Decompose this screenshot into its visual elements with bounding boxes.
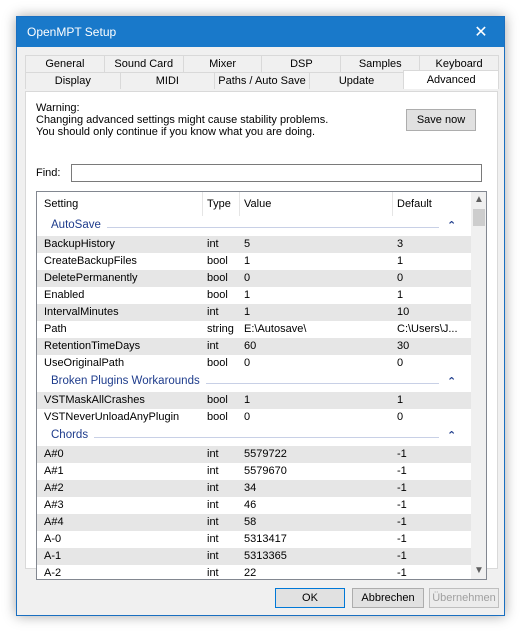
setting-value: 5579722	[244, 448, 287, 460]
setting-name: CreateBackupFiles	[44, 255, 137, 267]
setting-row[interactable]	[37, 287, 471, 304]
setting-value: 22	[244, 567, 257, 579]
chevron-up-icon[interactable]: ⌃	[447, 220, 457, 232]
setting-value: 60	[244, 340, 257, 352]
ok-button[interactable]: OK	[275, 588, 345, 608]
setting-type: bool	[207, 411, 228, 423]
settings-list[interactable]	[36, 191, 487, 580]
advanced-panel	[25, 91, 498, 579]
setting-value: 1	[244, 255, 251, 267]
setting-type: int	[207, 238, 219, 250]
tab-keyboard[interactable]: Keyboard	[419, 55, 499, 72]
tab-mixer[interactable]: Mixer	[183, 55, 263, 72]
setting-name: A-0	[44, 533, 62, 545]
setting-type: int	[207, 448, 219, 460]
setting-name: VSTNeverUnloadAnyPlugin	[44, 411, 180, 423]
setting-default: 30	[397, 340, 410, 352]
setting-default: -1	[397, 550, 407, 562]
setting-default: 1	[397, 289, 404, 301]
setting-name: BackupHistory	[44, 238, 115, 250]
header-setting[interactable]: Setting	[44, 198, 79, 210]
setting-row[interactable]	[37, 392, 471, 409]
setting-name: VSTMaskAllCrashes	[44, 394, 145, 406]
scroll-thumb[interactable]	[473, 209, 485, 226]
scroll-down-icon[interactable]: ▼	[474, 565, 484, 576]
setting-row[interactable]	[37, 304, 471, 321]
setting-name: A-2	[44, 567, 62, 579]
warning-text	[36, 102, 328, 138]
setting-type: int	[207, 465, 219, 477]
setting-row[interactable]	[37, 355, 471, 372]
setting-default: -1	[397, 516, 407, 528]
setting-row[interactable]	[37, 548, 471, 565]
setting-row[interactable]	[37, 270, 471, 287]
setting-type: int	[207, 533, 219, 545]
warning-line: Changing advanced settings might cause stability problems.	[36, 114, 329, 126]
setting-type: int	[207, 482, 219, 494]
setting-value: 58	[244, 516, 257, 528]
setting-value: 5579670	[244, 465, 287, 477]
setup-dialog	[16, 16, 505, 616]
setting-row[interactable]	[37, 531, 471, 548]
group-title: AutoSave	[51, 219, 105, 231]
setting-name: A#0	[44, 448, 64, 460]
setting-value: 0	[244, 272, 251, 284]
find-input[interactable]	[71, 164, 482, 182]
setting-default: C:\Users\J...	[397, 323, 458, 335]
list-header	[37, 192, 471, 216]
tab-samples[interactable]: Samples	[340, 55, 420, 72]
setting-value: 34	[244, 482, 257, 494]
setting-name: A#3	[44, 499, 64, 511]
group-divider	[107, 227, 439, 228]
setting-type: int	[207, 499, 219, 511]
setting-type: int	[207, 550, 219, 562]
setting-type: bool	[207, 357, 228, 369]
setting-name: RetentionTimeDays	[44, 340, 141, 352]
setting-default: -1	[397, 448, 407, 460]
group-header[interactable]	[37, 372, 471, 392]
group-title: Broken Plugins Workarounds	[51, 375, 204, 387]
setting-default: 10	[397, 306, 410, 318]
setting-row[interactable]	[37, 338, 471, 355]
setting-row[interactable]	[37, 253, 471, 270]
setting-default: -1	[397, 499, 407, 511]
setting-row[interactable]	[37, 463, 471, 480]
setting-type: int	[207, 340, 219, 352]
setting-default: -1	[397, 567, 407, 579]
setting-name: A#4	[44, 516, 64, 528]
setting-default: -1	[397, 533, 407, 545]
group-divider	[94, 437, 439, 438]
setting-name: IntervalMinutes	[44, 306, 119, 318]
setting-value: 46	[244, 499, 257, 511]
setting-type: int	[207, 516, 219, 528]
setting-value: 1	[244, 394, 251, 406]
window-title: OpenMPT Setup	[27, 25, 117, 39]
setting-name: Path	[44, 323, 67, 335]
warning-line: You should only continue if you know what you are doing.	[36, 126, 316, 138]
group-header[interactable]	[37, 426, 471, 446]
setting-default: 1	[397, 255, 404, 267]
setting-name: A-1	[44, 550, 62, 562]
warning-line: Warning:	[36, 102, 80, 114]
tab-sound-card[interactable]: Sound Card	[104, 55, 184, 72]
close-icon[interactable]: ✕	[474, 24, 488, 41]
tab-general[interactable]: General	[25, 55, 105, 72]
tab-strip	[25, 55, 498, 89]
title-bar	[17, 17, 504, 47]
setting-default: 0	[397, 411, 404, 423]
setting-value: 0	[244, 357, 251, 369]
group-header[interactable]	[37, 216, 471, 236]
vertical-scrollbar[interactable]	[471, 192, 487, 579]
setting-row[interactable]	[37, 497, 471, 514]
header-default[interactable]: Default	[397, 198, 432, 210]
setting-name: A#1	[44, 465, 64, 477]
setting-default: 1	[397, 394, 404, 406]
save-now-button[interactable]: Save now	[406, 109, 476, 131]
setting-row[interactable]	[37, 565, 471, 580]
setting-row[interactable]	[37, 480, 471, 497]
setting-name: A#2	[44, 482, 64, 494]
setting-value: E:\Autosave\	[244, 323, 307, 335]
setting-default: 0	[397, 272, 404, 284]
header-type[interactable]: Type	[207, 198, 231, 210]
setting-type: bool	[207, 272, 228, 284]
setting-type: string	[207, 323, 234, 335]
setting-row[interactable]	[37, 446, 471, 463]
tab-midi[interactable]: MIDI	[120, 72, 216, 89]
setting-value: 1	[244, 289, 251, 301]
chevron-up-icon[interactable]: ⌃	[447, 430, 457, 442]
setting-name: UseOriginalPath	[44, 357, 125, 369]
tab-display[interactable]: Display	[25, 72, 121, 89]
setting-name: DeletePermanently	[44, 272, 138, 284]
tab-advanced[interactable]: Advanced	[403, 70, 499, 89]
setting-row[interactable]	[37, 514, 471, 531]
group-divider	[206, 383, 439, 384]
setting-value: 5	[244, 238, 251, 250]
tab-dsp[interactable]: DSP	[261, 55, 341, 72]
apply-button[interactable]: Übernehmen	[429, 588, 499, 608]
setting-value: 5313417	[244, 533, 287, 545]
setting-row[interactable]	[37, 409, 471, 426]
setting-type: int	[207, 306, 219, 318]
setting-default: 3	[397, 238, 404, 250]
setting-value: 1	[244, 306, 251, 318]
setting-name: Enabled	[44, 289, 85, 301]
setting-value: 0	[244, 411, 251, 423]
setting-type: bool	[207, 394, 228, 406]
setting-row[interactable]	[37, 236, 471, 253]
setting-type: bool	[207, 289, 228, 301]
chevron-up-icon[interactable]: ⌃	[447, 376, 457, 388]
setting-row[interactable]	[37, 321, 471, 338]
setting-type: bool	[207, 255, 228, 267]
group-title: Chords	[51, 429, 92, 441]
setting-default: -1	[397, 482, 407, 494]
cancel-button[interactable]: Abbrechen	[352, 588, 424, 608]
setting-type: int	[207, 567, 219, 579]
scroll-up-icon[interactable]: ▲	[474, 194, 484, 205]
tab-paths-auto-save[interactable]: Paths / Auto Save	[214, 72, 310, 89]
header-value[interactable]: Value	[244, 198, 272, 210]
setting-value: 5313365	[244, 550, 287, 562]
setting-default: -1	[397, 465, 407, 477]
tab-update[interactable]: Update	[309, 72, 405, 89]
setting-default: 0	[397, 357, 404, 369]
find-label: Find:	[36, 167, 61, 179]
